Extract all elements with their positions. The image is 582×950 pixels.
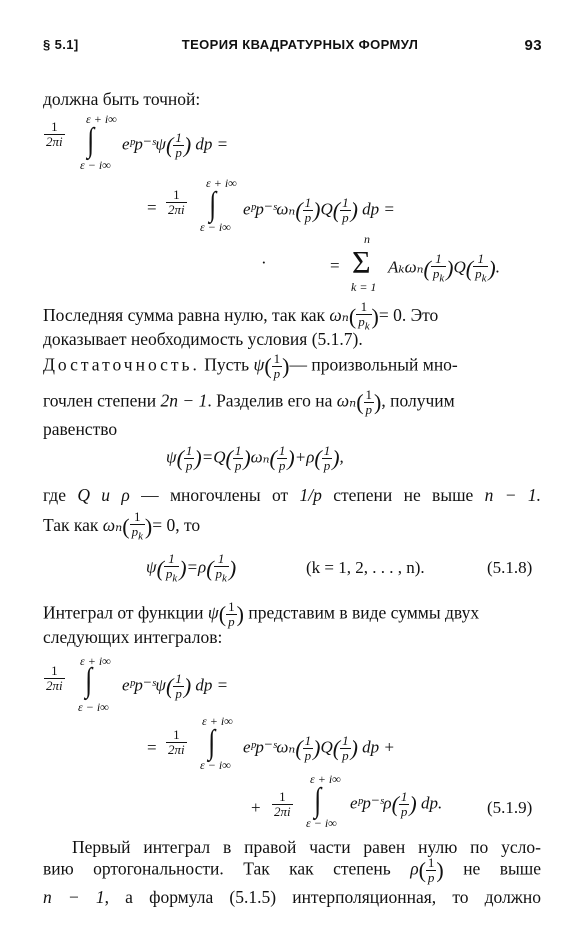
equals-sign: = [147,738,157,757]
equals-sign: = [330,256,340,275]
integrand: eᵖp⁻ˢωₙ( $\frac{1}{p}$ )Q( $\frac{1}{p}$ ) dp + [243,733,395,763]
integral-lower-limit: ε − i∞ [80,158,111,172]
equation-5-1-8: ψ( $\frac{1}{p_k}$ )=ρ( $\frac{1}{p_k}$ ) [146,551,237,585]
text-line: гочлен степени 2n − 1. Разделив его на ωₙ( $\frac{1}{p}$ ), получим [43,387,455,417]
text-line: Первый интеграл в правой части равен нулю по усло- [72,837,541,857]
integral-upper-limit: ε + i∞ [206,176,237,190]
sum-upper-limit: n [364,232,370,246]
fraction-1-2pi-i: $\frac{1}{2\pi i}$ [168,187,185,217]
integral-lower-limit: ε − i∞ [306,816,337,830]
equation-number: (5.1.8) [487,558,533,577]
integral-upper-limit: ε + i∞ [80,654,111,668]
fraction-1-2pi-i: $\frac{1}{2\pi i}$ [46,119,63,149]
sum-lower-limit: k = 1 [351,280,377,294]
sum-sign: Σ [352,244,371,280]
integral-upper-limit: ε + i∞ [86,112,117,126]
section-ref: § 5.1] [43,37,79,52]
integrand: eᵖp⁻ˢωₙ( $\frac{1}{p}$ )Q( $\frac{1}{p}$ ) dp = [243,195,395,225]
text-line: Последняя сумма равна нулю, так как ωₙ( $\frac{1}{p_k}$ )= 0. Это [43,299,439,333]
fraction-1-2pi-i: $\frac{1}{2\pi i}$ [168,727,185,757]
integrand: eᵖp⁻ˢψ( $\frac{1}{p}$ ) dp = [122,671,229,701]
integral-sign: ∫ [85,662,93,699]
integral-upper-limit: ε + i∞ [310,772,341,786]
text-line: Интеграл от функции ψ( $\frac{1}{p}$ ) представим в виде суммы двух [43,599,480,629]
integrand: eᵖp⁻ˢρ( $\frac{1}{p}$ ) dp. [350,789,443,819]
equals-sign: = [147,198,157,217]
text-line: n − 1, а формула (5.1.5) интерполяционная, то должно [43,887,542,907]
stray-mark: · [261,253,267,272]
integral-sign: ∫ [87,122,95,159]
text-line: следующих интегралов: [43,627,223,647]
fraction-1-2pi-i: $\frac{1}{2\pi i}$ [46,663,63,693]
integrand: eᵖp⁻ˢψ( $\frac{1}{p}$ ) dp = [122,130,229,160]
page-number: 93 [524,37,542,54]
text-line: доказывает необходимость условия (5.1.7). [43,329,363,349]
integral-lower-limit: ε − i∞ [200,758,231,772]
text-line: Так как ωₙ( $\frac{1}{p_k}$ )= 0, то [43,509,201,543]
index-range: (k = 1, 2, . . . , n). [306,558,425,577]
integral-sign: ∫ [209,186,217,223]
integral-sign: ∫ [314,782,322,819]
text-line: вию ортогональности. Так как степень ρ( $\frac{1}{p}$ ) не выше [43,855,542,885]
text-line: где Q и ρ — многочлены от 1/p степени не выше n − 1. [43,485,542,505]
text-line: Достаточность. Пусть ψ( $\frac{1}{p}$ )— произвольный мно- [43,351,458,381]
integral-lower-limit: ε − i∞ [200,220,231,234]
fraction-1-2pi-i: $\frac{1}{2\pi i}$ [274,789,291,819]
sum-term: Aₖωₙ( $\frac{1}{p_k}$ )Q( $\frac{1}{p_k}$ ). [388,251,500,285]
text-line: равенство [43,419,118,439]
equation-division: ψ( $\frac{1}{p}$ )=Q( $\frac{1}{p}$ )ωₙ( $\frac{1}{p}$ )+ρ( $\frac{1}{p}$ ), [166,443,344,473]
running-title: ТЕОРИЯ КВАДРАТУРНЫХ ФОРМУЛ [181,37,419,52]
integral-upper-limit: ε + i∞ [202,714,233,728]
plus-sign: + [251,798,261,817]
text-line: должна быть точной: [43,89,201,109]
equation-number: (5.1.9) [487,798,533,817]
integral-lower-limit: ε − i∞ [78,700,109,714]
integral-sign: ∫ [208,724,216,761]
